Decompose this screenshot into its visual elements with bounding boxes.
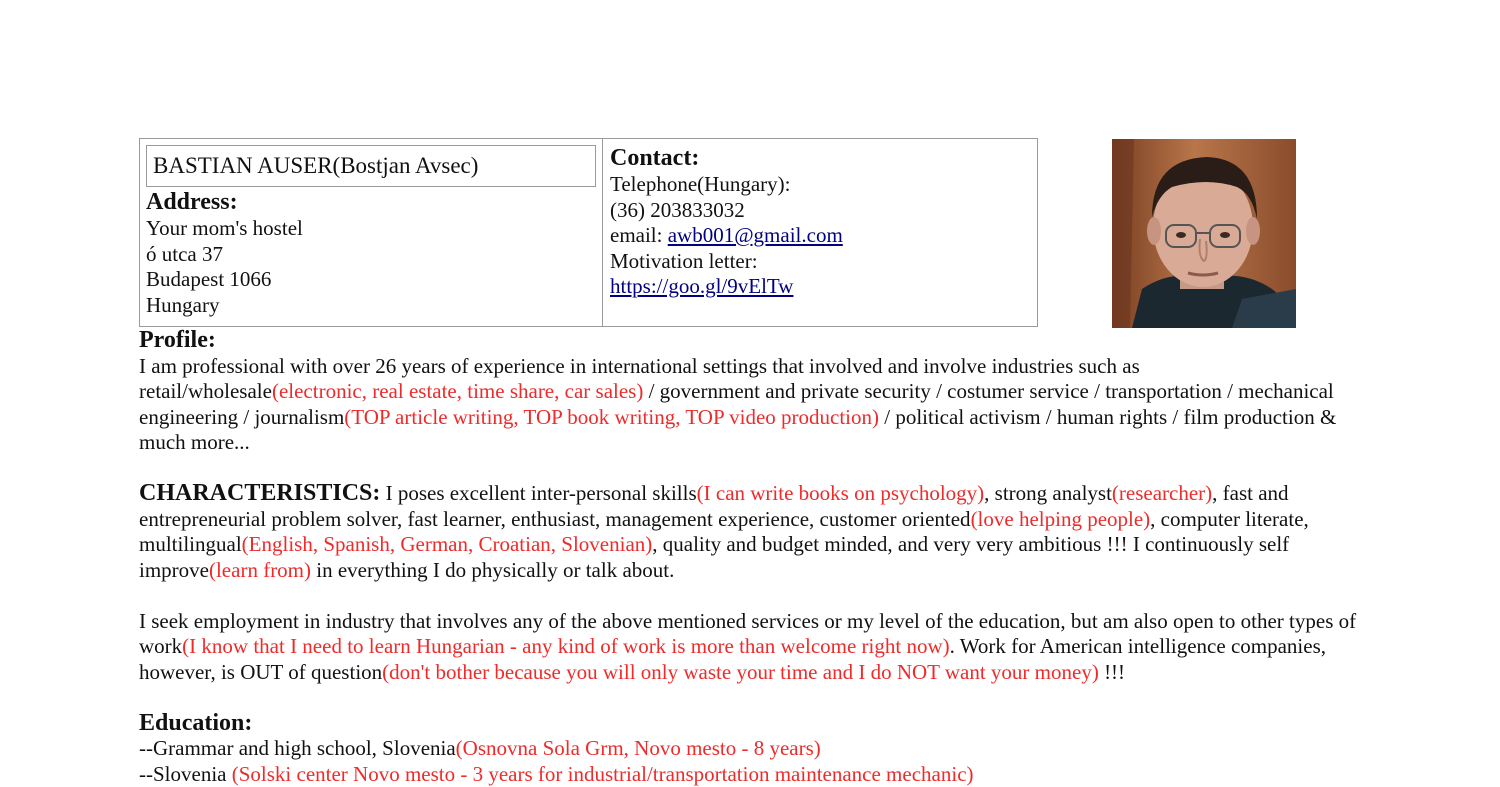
motivation-label: Motivation letter: — [610, 249, 1037, 275]
education-item: --Grammar and high school, Slovenia(Osnovna Sola Grm, Novo mesto - 8 years) — [139, 736, 1364, 762]
portrait-image — [1112, 139, 1296, 328]
education-item: --Slovenia (Solski center Novo mesto - 3 years for industrial/transportation maintenance mechanic) — [139, 762, 1364, 787]
address-cell — [140, 139, 603, 326]
email-label: email: — [610, 223, 668, 247]
contact-cell — [603, 139, 1037, 326]
profile-heading: Profile: — [139, 328, 1364, 354]
characteristics-heading: CHARACTERISTICS: — [139, 480, 380, 506]
full-name: BASTIAN AUSER(Bostjan Avsec) — [146, 145, 596, 187]
address-line: Your mom's hostel — [146, 216, 596, 242]
profile-photo — [1112, 139, 1296, 328]
motivation-letter-link[interactable]: https://goo.gl/9vElTw — [610, 274, 793, 298]
resume-body — [139, 328, 1364, 787]
seek-paragraph: I seek employment in industry that involves any of the above mentioned services or my level of the education, but am also open to other types of work(I know that I need to learn Hungarian - any kind of work is more than welcome right now). Work for American intelligence companies, however, is OUT of question(don't bother because you will only waste your time and I do NOT want your money) !!! — [139, 609, 1364, 686]
email-link[interactable]: awb001@gmail.com — [668, 223, 843, 247]
email-row — [610, 223, 1037, 249]
education-heading: Education: — [139, 711, 1364, 737]
header-table — [139, 138, 1038, 327]
address-line: Budapest 1066 — [146, 267, 596, 293]
contact-label: Contact: — [610, 145, 1037, 172]
characteristics-paragraph: CHARACTERISTICS: I poses excellent inter-personal skills(I can write books on psychology), strong analyst(researcher), fast and entrepreneurial problem solver, fast learner, enthusiast, management experience, customer oriented(love helping people), computer literate, multilingual(English, Spanish, German, Croatian, Slovenian), quality and budget minded, and very very ambitious !!! I continuously self improve(learn from) in everything I do physically or talk about. — [139, 481, 1364, 583]
phone-number: (36) 203833032 — [610, 198, 1037, 224]
profile-paragraph: I am professional with over 26 years of experience in international settings that involved and involve industries such as retail/wholesale(electronic, real estate, time share, car sales) / government and private security / costumer service / transportation / mechanical engineering / journalism(TOP article writing, TOP book writing, TOP video production) / political activism / human rights / film production & much more... — [139, 354, 1364, 456]
address-line: ó utca 37 — [146, 242, 596, 268]
phone-label: Telephone(Hungary): — [610, 172, 1037, 198]
address-line: Hungary — [146, 293, 596, 319]
address-label: Address: — [146, 189, 596, 216]
